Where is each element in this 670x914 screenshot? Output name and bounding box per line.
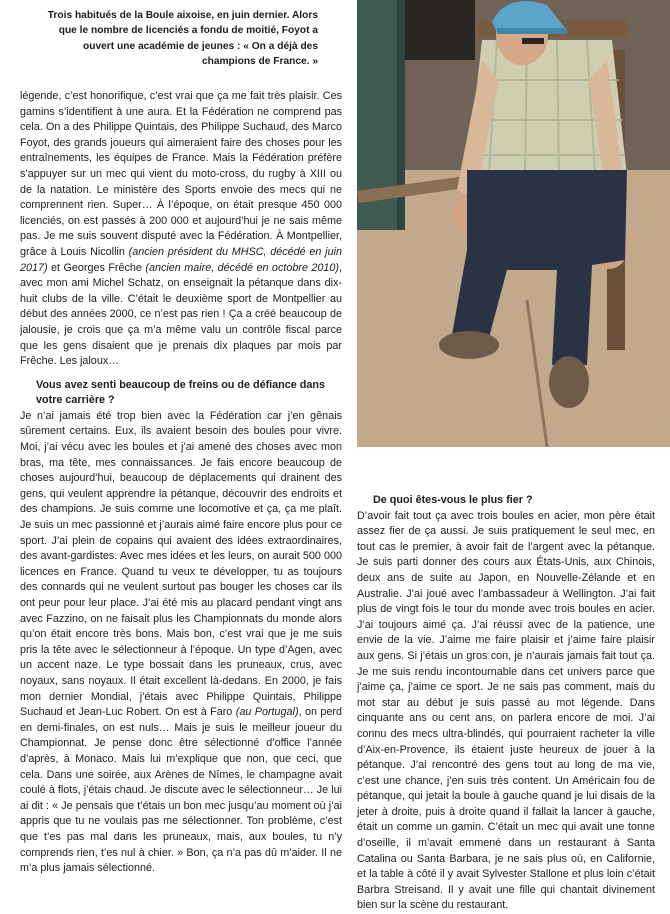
photo-caption: Trois habitués de la Boule aixoise, en juin dernier. Alors que le nombre de licenciés a fondu de moitié, Foyot a ouvert une académie de jeunes : « On a déjà des champions de France. » [47, 10, 318, 68]
paragraph: D’avoir fait tout ça avec trois boules en acier, mon père était assez fier de ça aussi. Je suis pratiquement le seul mec, en tout cas le premier, à avoir fait de l’argent avec la pétanque. Je suis parti donner des cours aux États-Unis, aux Chinois, deux ans de suite au Japon, en Nouvelle-Zélande et en Australie. J’ai joué avec l’ambassadeur à Wellington. J’ai fait plus de vingt fois le tour du monde avec trois boules en acier. J’ai toujours aimé ça. J’ai réussi avec de la patience, une envie de la vie. J’aime me faire plaisir et j’aime faire plaisir aux gens. Si j’étais un gros con, je n’aurais jamais fait tout ça. Je me suis rendu incontournable dans cet univers parce que j’aime ça, j’aime ce sport. Je ne sais pas comment, mais du mot star au début je suis passé au mot légende. Dans cinquante ans ou cent ans, on parlera encore de moi. J’ai connu des mecs ultra-blindés, qui pourraient racheter la ville d’Aix-en-Provence, ils étaient juste heureux de jouer à la pétanque. J’ai rencontré des gens tout au long de ma vie, c’est une chance, j’en suis très content. Un Américain fou de pétanque, qui jetait la boule à gauche quand je lui disais de la jeter à droite, puis à droite quand il fallait la lancer à gauche, était un comme un gamin. C’était un mec qui avait une tonne d’oseille, il m’avait emmené dans un restaurant à Santa Catalina ou Santa Barbara, je ne sais plus où, en Californie, et la table à côté il y avait Sylvester Stallone et plus loin c’était Barbra Streisand. Il y avait une fille qui chantait divinement bien sur la scène du restaurant. [357, 509, 655, 912]
interview-question: De quoi êtes-vous le plus fier ? [373, 494, 533, 506]
interview-question: Vous avez senti beaucoup de freins ou de défiance dans votre carrière ? [36, 378, 325, 407]
article-column-right [357, 493, 655, 914]
paragraph: légende, c’est honorifique, c’est vrai que ça me fait très plaisir. Ces gamins s’identifient à une aura. Et la Fédération ne comprend pas cela. On a des Philippe Quintais, des Philippe Suchaud, des Marco Foyot, des grands joueurs qui aimeraient faire des choses pour les entraînements, les équipes de France. Mais la Fédération préfère s’appuyer sur un mec qui vient du moto-cross, du rugby à XIII ou de la natation. Le ministère des Sports envoie des mecs qui ne comprennent rien. Super… À l’époque, on était presque 450 000 licenciés, on est passés à 200 000 et aujourd’hui je ne sais même pas. Je me suis souvent disputé avec la Fédération. À Montpellier, grâce à Louis Nicollin (ancien président du MHSC, décédé en juin 2017) et Georges Frêche (ancien maire, décédé en octobre 2010), avec mon ami Michel Schatz, on enseignait la pétanque dans dix-huit clubs de la ville. C’était le deuxième sport de Montpellier au début des années 2000, ce n’est pas rien ! Ça a créé beaucoup de jalousie, je crois que ça m’a même valu un contrôle fiscal parce que les gens disaient que je prenais dix plaques par mois par Frêche. Les jaloux… [20, 90, 342, 368]
article-column-left [20, 89, 342, 877]
paragraph: Je n’ai jamais été trop bien avec la Fédération car j’en gênais sûrement certains. Eux, ils avaient besoin des boules pour vivre. Moi, j’ai vécu avec les boules et j’ai amené des choses avec mon bras, ma tête, mes connaissances. Je fais encore beaucoup de choses aujourd’hui, beaucoup de déplacements qui drainent des gens, qui veulent apprendre la pétanque, découvrir des endroits et des champions. Je suis comme une locomotive et ça, ça me plaît. Je suis un mec passionné et j’aurais aimé faire encore plus pour ce sport. J’ai plein de copains qui avaient des idées extraordinaires, des avant-gardistes. Avec mes idées et les leurs, on aurait 500 000 licences en France. Quand tu veux te développer, tu as toujours des connards qui ne veulent surtout pas bouger les choses car ils ont peur pour leur place. J’ai été mis au placard pendant vingt ans avec Fazzino, on ne faisait plus les Championnats du monde alors qu’on était encore très bons. Mais bon, c’est vrai que je me suis pris la tête avec le sélectionneur à l’époque. Un type d’Agen, avec un accent naze. Le type bossait dans les pruneaux, crus, avec noyaux, sans noyaux. Il était excellent là-dedans. En 2000, je fais mon dernier Mondial, j’étais avec Philippe Quintais, Philippe Suchaud et Jean-Luc Robert. On est à Faro (au Portugal), on perd en demi-finales, on est nuls… Mais je suis le meilleur joueur du Championnat. Je pense donc être sélectionné d’office l’année d’après, à Monaco. Mais lui m’explique que non, que ceci, que cela. Dans une soirée, aux Arènes de Nîmes, le champagne avait coulé à flots, j’étais chaud. Je discute avec le sélectionneur… Je lui ai dit : « Je pensais que t’étais un bon mec jusqu’au moment où j’ai appris que tu ne voulais pas me sélectionner. Ton problème, c’est que t’es pas mal dans les pruneaux, mais, aux boules, tu n’y comprends rien, t’es nul à chier. » Bon, ça n’a pas dû m’aider. Il ne m’a plus jamais sélectionné. [20, 409, 342, 875]
photo-elderly-man-seated [357, 0, 670, 447]
